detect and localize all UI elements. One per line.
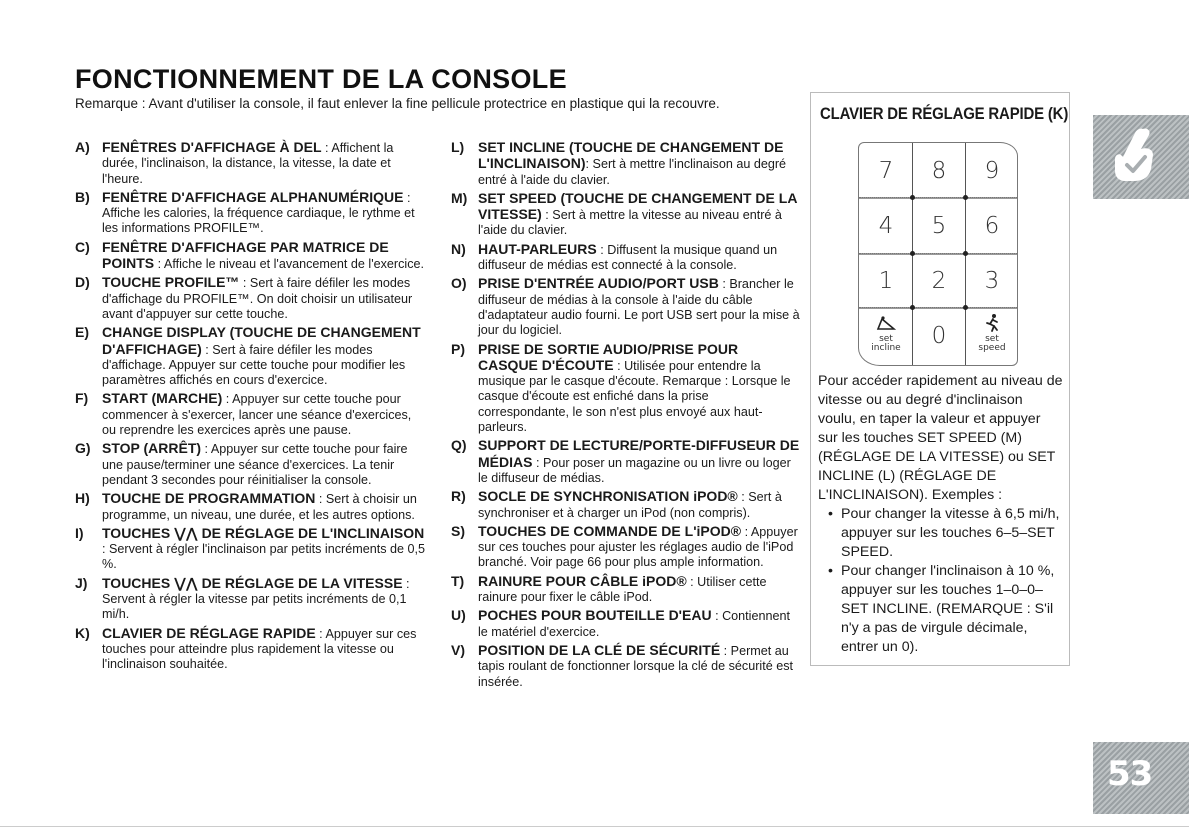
list-item: A) FENÊTRES D'AFFICHAGE À DEL : Affichent la durée, l'inclinaison, la distance, la vitesse, la date et l'heure. (75, 139, 394, 186)
sidebar-bullet: • Pour changer l'inclinaison à 10 %, appuyer sur les touches 1–0–0–SET INCLINE. (REMARQUE : S'il n'y a pas de virgule décimale, entrer un 0). (822, 562, 1063, 657)
key-7: 7 (878, 158, 894, 184)
list-item: P) PRISE DE SORTIE AUDIO/PRISE POUR CASQUE D'ÉCOUTE : Utilisée pour entendre la musique par le casque d'écoute. Remarque : Lorsque le casque d'écoute est enfiché dans la prise correspondante, le son n'est plus envoyé aux haut-parleurs. (451, 340, 791, 435)
list-item: O) PRISE D'ENTRÉE AUDIO/PORT USB : Brancher le diffuseur de médias à la console à l'aide du câble d'adaptateur audio fourni. Le port USB sert pour la mise à jour du logiciel. (451, 275, 800, 338)
divider (0, 826, 1189, 827)
list-item: T) RAINURE POUR CÂBLE iPOD® : Utiliser cette rainure pour fixer le câble iPod. (451, 572, 767, 605)
list-item: B) FENÊTRE D'AFFICHAGE ALPHANUMÉRIQUE : Affiche les calories, la fréquence cardiaque, le rythme et les informations PROFILE™. (75, 188, 415, 236)
runner-icon (983, 313, 1001, 333)
key-9: 9 (984, 158, 1000, 184)
list-item: V) POSITION DE LA CLÉ DE SÉCURITÉ : Permet au tapis roulant de fonctionner lorsque la clé de sécurité est insérée. (451, 641, 794, 689)
list-item: C) FENÊTRE D'AFFICHAGE PAR MATRICE DE POINTS : Affiche le niveau et l'avancement de l'exercice. (75, 238, 425, 272)
sidebar-bullet: • Pour changer la vitesse à 6,5 mi/h, appuyer sur les touches 6–5–SET SPEED. (822, 505, 1063, 562)
sidebar-paragraph: Pour accéder rapidement au niveau de vitesse ou au degré d'inclinaison voulu, en taper la valeur et appuyer sur les touches SET SPEED (M) (RÉGLAGE DE LA VITESSE) ou SET INCLINE (L) (RÉGLAGE DE L'INCLINAISON). Exemples : (818, 373, 1063, 503)
keypad-diagram (858, 142, 1018, 366)
list-item: S) TOUCHES DE COMMANDE DE L'iPOD® : Appuyer sur ces touches pour ajuster les réglages audio de l'iPod branché. Voir page 66 pour plus ample information. (451, 522, 798, 570)
list-item: J) TOUCHES ⋁⋀ DE RÉGLAGE DE LA VITESSE : Servent à régler la vitesse par petits incréments de 0,1 mi/h. (75, 574, 410, 622)
page-number: 53 (1107, 754, 1153, 794)
list-item: H) TOUCHE DE PROGRAMMATION : Sert à choisir un programme, un niveau, une durée, et les autres options. (75, 490, 417, 522)
set-speed-label: set speed (978, 334, 1006, 353)
key-4: 4 (878, 213, 894, 239)
section-tab (1093, 115, 1189, 199)
left-column (75, 140, 427, 676)
sidebar-title: CLAVIER DE RÉGLAGE RAPIDE (K) (820, 104, 1069, 123)
list-item: M) SET SPEED (TOUCHE DE CHANGEMENT DE LA VITESSE) : Sert à mettre la vitesse au niveau entré à l'aide du clavier. (451, 189, 797, 238)
list-item: K) CLAVIER DE RÉGLAGE RAPIDE : Appuyer sur ces touches pour atteindre plus rapidement la vitesse ou l'inclinaison souhaitée. (75, 624, 417, 672)
remark-note: Remarque : Avant d'utiliser la console, il faut enlever la fine pellicule protectrice en plastique qui la recouvre. (75, 96, 720, 111)
list-item: E) CHANGE DISPLAY (TOUCHE DE CHANGEMENT D'AFFICHAGE) : Sert à faire défiler les modes d'affichage. Appuyer sur cette touche pour modifier les paramètres affichés en cours d'exercice. (75, 324, 421, 388)
page-title: FONCTIONNEMENT DE LA CONSOLE (75, 64, 567, 94)
incline-icon (876, 315, 896, 331)
list-item: Q) SUPPORT DE LECTURE/PORTE-DIFFUSEUR DE MÉDIAS : Pour poser un magazine ou un livre ou loger le diffuseur de médias. (451, 437, 800, 485)
key-8: 8 (931, 158, 947, 184)
list-item: R) SOCLE DE SYNCHRONISATION iPOD® : Sert à synchroniser et à charger un iPod (non compris). (451, 488, 782, 520)
set-incline-label: set incline (871, 334, 901, 353)
list-item: D) TOUCHE PROFILE™ : Sert à faire défiler les modes d'affichage du PROFILE™. On doit choisir un utilisateur avant d'appuyer sur cette touche. (75, 274, 413, 321)
list-item: N) HAUT-PARLEURS : Diffusent la musique quand un diffuseur de médias est connecté à la console. (451, 240, 778, 273)
key-2: 2 (931, 268, 947, 294)
right-column (451, 140, 801, 693)
key-1: 1 (878, 268, 894, 294)
sidebar-text (818, 372, 1063, 657)
list-item: G) STOP (ARRÊT) : Appuyer sur cette touche pour faire une pause/terminer une séance d'exercices. La tenir pendant 3 secondes pour réinitialiser la console. (75, 440, 408, 487)
hand-check-icon (1107, 125, 1163, 187)
key-6: 6 (984, 213, 1000, 239)
key-3: 3 (984, 268, 1000, 294)
page-number-tab (1093, 742, 1189, 814)
list-item: I) TOUCHES ⋁⋀ DE RÉGLAGE DE L'INCLINAISON : Servent à régler l'inclinaison par petits incréments de 0,5 %. (75, 524, 426, 572)
list-item: L) SET INCLINE (TOUCHE DE CHANGEMENT DE L'INCLINAISON): Sert à mettre l'inclinaison au degré entré à l'aide du clavier. (451, 139, 787, 187)
list-item: F) START (MARCHE) : Appuyer sur cette touche pour commencer à s'exercer, lancer une séance d'exercices, ou reprendre les exercices après une pause. (75, 390, 412, 438)
key-5: 5 (931, 213, 947, 239)
list-item: U) POCHES POUR BOUTEILLE D'EAU : Contiennent le matériel d'exercice. (451, 607, 790, 639)
key-0: 0 (931, 323, 947, 349)
